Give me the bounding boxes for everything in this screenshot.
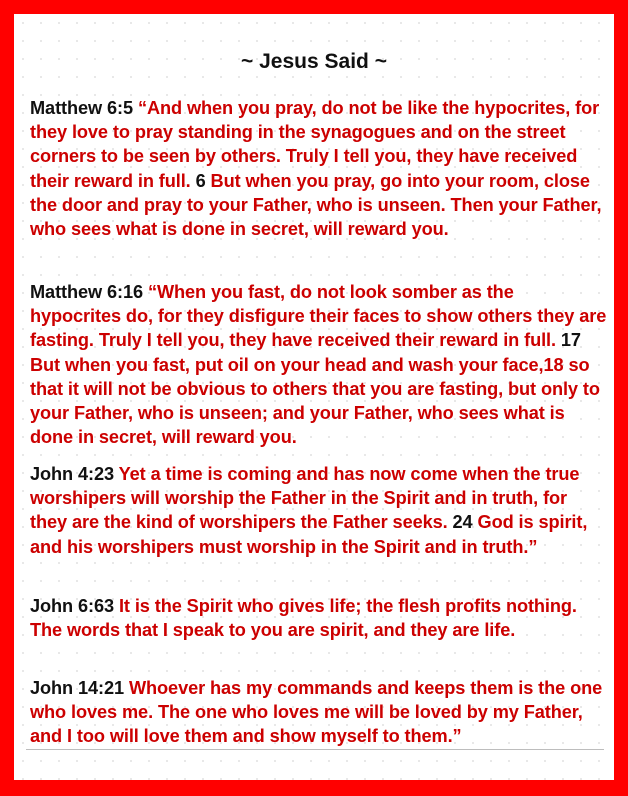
verse-text-continued: But when you fast, put oil on your head and wash your face,18 so that it will not be obvious to others that you are fasting, but only to your Father, who is unseen; and your Father, who sees what is done in secret, will reward you. [30,354,600,448]
verse-text: Yet a time is coming and has now come when the true worshipers will worship the Father in the Spirit and in truth, for they are the kind of worshipers the Father seeks. [30,464,580,533]
verse-number: 17 [560,330,581,351]
verse-number: 6 [195,170,206,191]
verse-reference: John 4:23 [30,464,114,484]
verse-reference: Matthew 6:16 [30,282,144,302]
page-title: ~ Jesus Said ~ [241,50,387,73]
verse-john-14-21 [30,676,608,749]
verse-reference: John 6:63 [30,596,114,616]
verse-text: “When you fast, do not look somber as the hypocrites do, for they disfigure their faces to show others they are fasting. Truly I tell you, they have received their reward in full. [30,282,607,351]
verse-text: Whoever has my commands and keeps them is the one who loves me. The one who loves me will be loved by my Father, and I too will love them and show myself to them.” [30,678,603,747]
verse-reference: Matthew 6:5 [30,98,133,118]
verse-text: “And when you pray, do not be like the hypocrites, for they love to pray standing in the synagogues and on the street corners to be seen by others. Truly I tell you, they have received their reward in full. [30,98,600,191]
verse-text-continued: But when you pray, go into your room, close the door and pray to your Father, who is unseen. Then your Father, who sees what is done in secret, will reward you. [30,170,602,240]
verse-number: 24 [452,512,473,533]
verse-john-6-63 [30,594,608,642]
verse-reference: John 14:21 [30,678,125,698]
verse-card [14,14,614,780]
verse-text-continued: God is spirit, and his worshipers must worship in the Spirit and in truth.” [30,512,588,557]
verse-matthew-6-16 [30,280,608,449]
verse-text: It is the Spirit who gives life; the flesh profits nothing. The words that I speak to you are spirit, and they are life. [30,596,577,641]
bottom-divider [26,749,604,750]
verse-matthew-6-5 [30,96,608,241]
verse-john-4-23 [30,462,608,559]
